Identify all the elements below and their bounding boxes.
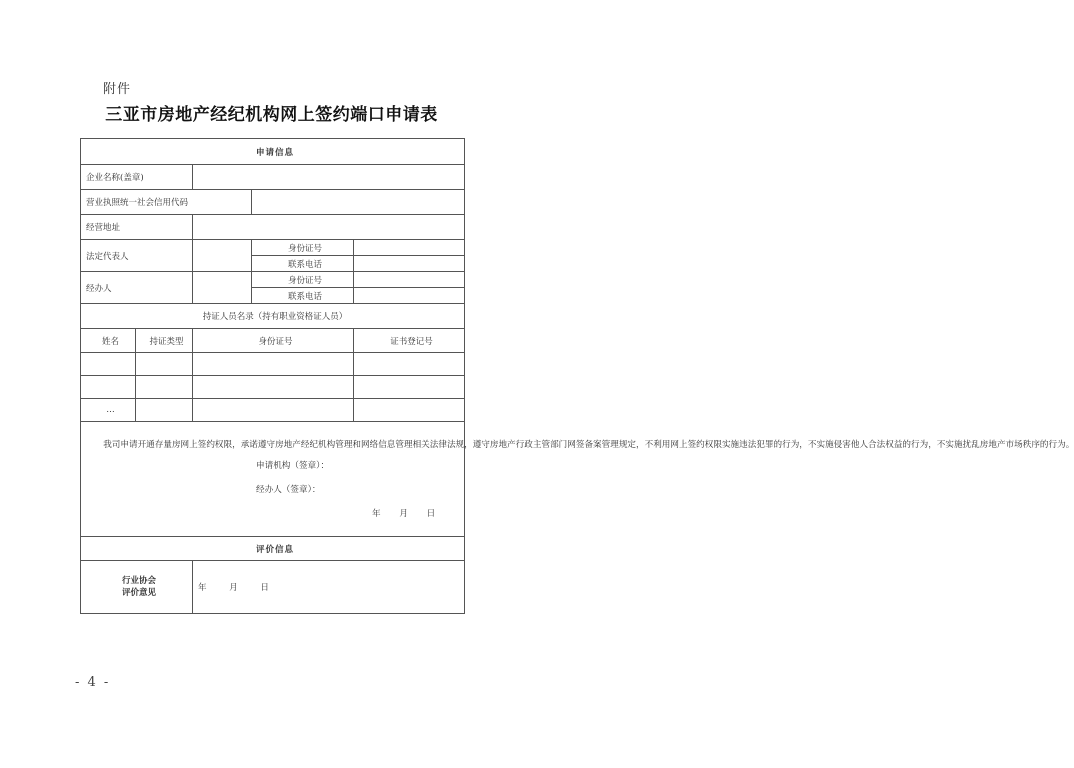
association-opinion-field[interactable]: [193, 561, 465, 614]
credit-code-field[interactable]: [252, 190, 465, 215]
attachment-label: 附件: [103, 82, 132, 97]
personnel-column-headers: [81, 329, 465, 353]
credit-code-label: 营业执照统一社会信用代码: [81, 190, 252, 215]
application-form-table: [80, 138, 1074, 614]
applicant-signature-label: 申请机构（签章）：: [256, 460, 330, 471]
evaluation-date: 年 月 日: [198, 583, 279, 593]
cell-name[interactable]: [81, 376, 136, 399]
cell-cert-type[interactable]: [136, 353, 193, 376]
handler-phone-label: 联系电话: [252, 288, 354, 304]
form-title: 三亚市房地产经纪机构网上签约端口申请表: [105, 105, 438, 125]
table-row: [81, 376, 465, 399]
col-header-name: 姓名: [81, 329, 136, 353]
ellipsis-cell: …: [81, 399, 136, 422]
handler-phone-field[interactable]: [354, 288, 465, 304]
cell-cert-reg-number[interactable]: [354, 376, 465, 399]
cell-cert-reg-number[interactable]: [354, 353, 465, 376]
cell-cert-reg-number[interactable]: [354, 399, 465, 422]
evaluation-info-header: 评价信息: [81, 537, 465, 561]
handler-id-field[interactable]: [354, 272, 465, 288]
address-label: 经营地址: [81, 215, 193, 240]
application-info-header: 申请信息: [81, 139, 465, 165]
cell-cert-type[interactable]: [136, 399, 193, 422]
certified-personnel-header: 持证人员名录（持有职业资格证人员）: [81, 304, 465, 329]
cell-cert-type[interactable]: [136, 376, 193, 399]
legal-rep-phone-label: 联系电话: [252, 256, 354, 272]
col-header-id-number: 身份证号: [193, 329, 354, 353]
company-name-label: 企业名称(盖章): [81, 165, 193, 190]
page-number: - 4 -: [75, 675, 111, 690]
handler-name-field[interactable]: [193, 272, 252, 304]
association-label-line2: 评价意见: [121, 588, 156, 598]
col-header-cert-type: 持证类型: [136, 329, 193, 353]
association-opinion-label: [81, 561, 193, 614]
company-name-field[interactable]: [193, 165, 465, 190]
cell-id-number[interactable]: [193, 376, 354, 399]
handler-id-label: 身份证号: [252, 272, 354, 288]
handler-label: 经办人: [81, 272, 193, 304]
table-row: [81, 353, 465, 376]
declaration-block: [81, 422, 1074, 537]
legal-rep-label: 法定代表人: [81, 240, 193, 272]
declaration-text: 我司申请开通存量房网上签约权限，承诺遵守房地产经纪机构管理和网络信息管理相关法律法规，遵守房地产行政主管部门网签备案管理规定，不利用网上签约权限实施违法犯罪的行为，不实施侵害他人合法权益的行为，不实施扰乱房地产市场秩序的行为。: [103, 439, 1074, 450]
table-row: [81, 399, 465, 422]
address-field[interactable]: [193, 215, 465, 240]
association-label-line1: 行业协会: [121, 576, 156, 586]
col-header-cert-reg-number: 证书登记号: [354, 329, 465, 353]
legal-rep-id-field[interactable]: [354, 240, 465, 256]
legal-rep-id-label: 身份证号: [252, 240, 354, 256]
cell-id-number[interactable]: [193, 399, 354, 422]
declaration-date: 年 月 日: [372, 508, 444, 519]
cell-id-number[interactable]: [193, 353, 354, 376]
handler-signature-label: 经办人（签章）：: [256, 484, 321, 495]
cell-name[interactable]: [81, 353, 136, 376]
legal-rep-name-field[interactable]: [193, 240, 252, 272]
legal-rep-phone-field[interactable]: [354, 256, 465, 272]
